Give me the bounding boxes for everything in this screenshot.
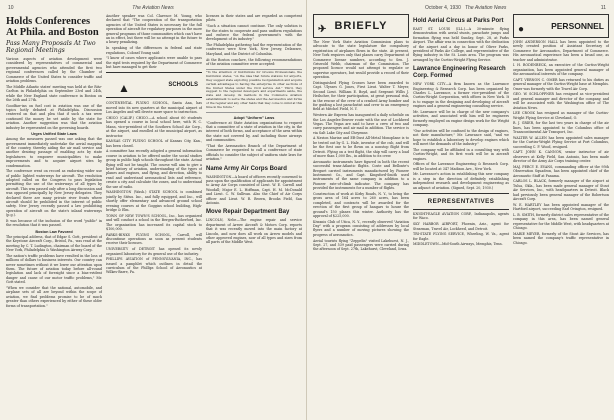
- lawrance-paragraph: "Our activities will be confined to the design of engines, not their manufacture," Mr. Lawrance said, "and we hope to establish a laboratory to develop engines which will meet the demands of the industry.": [413, 128, 509, 147]
- representative-item: MIDDLETOWN—Mid-South Airways, Memphis, Tenn.: [413, 242, 503, 247]
- engine-repair-text: LINCOLN, Nebr.—The engine repair and service department of Arrow Aircraft & Motors Corp. reports that it was recently moved into the main factory at Lincoln, and now does all work on Arrow models and other approved engines, now of all types and sizes from all parts of the Middle West.: [206, 218, 302, 245]
- schools-section-title: SCHOOLS: [168, 82, 198, 89]
- schools-section-logo: [106, 72, 202, 98]
- conference-paragraph: The Philadelphia gathering had the representation of the conference were New York, New Jersey, Delaware, Maryland, and the District of Columbia.: [206, 43, 302, 56]
- personnel-item: R. J. GRIER, for the last two years in charge of the air lines, has been appointed to the Columbus office of Transcontinental Air Transport, Inc.: [513, 121, 609, 135]
- right-column-3: [513, 14, 609, 418]
- aerial-circus-headline: Hold Aerial Circus at Parks Port: [413, 18, 504, 24]
- lead-paragraph: The conference went on record as endorsing wider use of public lighted waterways for aircraft. The resolution adopted called on the Congress to pass legislation permitting the use of the waterways of all types by aircraft. This was passed only after a long discussion and was opposed principally by New Jersey delegates. They declared there are many private river fronts where aircraft should be prohibited in the interest of public safety. New Jersey recently passed a law prohibiting operation of aircraft on the state's inland waterways (p.g.).: [6, 169, 102, 218]
- lead-continued-paragraph: In speaking of the differences in federal and state regulations, Colonel Young said:: [106, 46, 202, 55]
- airplane-icon: ✈: [318, 24, 328, 35]
- briefly-item: Distinguished Flying Crosses have been awarded to Capt. Ulysses G. Jones, First Lieut. Walter T. Meyer, Second Lieut. William E. Boyd, and Sergeant Willis J. Heilscher, for their participation, at great personal risk, in the rescue of the crew of a crashed Army bomber and for guiding a lost parachutist and crew to an emergency field at Mitchel Field, N. Y.: [313, 80, 409, 112]
- lawrance-paragraph: Offices of the Lawrance Engineering & Research Corp. will be located at 347 Madison Ave., New York.: [413, 162, 509, 171]
- lawrance-headline: Lawrance Engineering Research Corp. Formed: [413, 66, 506, 80]
- representative-item: SKY HARBOR AIRPORT, Phoenix, Ariz., agent for Stearman, Travel Air, Lockheed, and Detroit.: [413, 222, 509, 231]
- right-column-2: [413, 14, 509, 418]
- lead-headline: Holds Conferences At Phila. and Boston: [6, 16, 99, 38]
- right-magazine-name: The Aviation News: [465, 5, 507, 11]
- engine-repair-headline: Move Repair Department Bay: [206, 209, 290, 216]
- lead-subhead: Boston Law Favored: [35, 229, 73, 234]
- schools-item: PARKS-BINKS FLYING SCHOOL, Carroll, will discontinue operations as soon as present students receive their licenses.: [106, 232, 202, 246]
- briefly-section-logo: [313, 14, 409, 38]
- lead-continued-paragraph: "I know of cases where applicants were unable to pass the rigid tests required by the Department of Commerce but have managed to get their: [106, 56, 202, 70]
- conference-paragraph: licenses in their states and are regarded as competent pilots.: [206, 14, 302, 23]
- schools-item: KANSAS CITY FLYING SCHOOL of Kansas City, Kan., has been closed.: [106, 139, 202, 148]
- personnel-item: JOHN ANDERSON HALL has been appointed to the newly created position of Assistant Secretary of Commerce for Aeronautics, Department of Commerce. His aeronautical experience has been a broad one, as teacher and administrator.: [513, 40, 609, 62]
- conference-paragraph: "Such a situation cannot continue. The only solution is for the states to cooperate and pass uniform regulations and enforce the federal government's with the development of its industry.": [206, 24, 302, 42]
- lead-paragraph: Among the measures passed was one asking that the government immediately undertake the aerial mapping of the country, thereby aiding the air mail service and another desiring passage of enabling acts by state legislatures to empower municipalities to make improvements and to acquire airport sites by condemnation.: [6, 137, 102, 168]
- lead-paragraph: The principal address, that of Edgar S. Gott, president of the Keystone Aircraft Corp., Bristol, Pa., was read at the meeting by C. T. Ludington, chairman of the board of the New York, Philadelphia & Washington Airway Corp.: [6, 234, 102, 253]
- briefly-section-title: BRIEFLY: [334, 20, 388, 32]
- personnel-item: MARIE MEYER, formerly of the Stout Air Services, has been named the company's traffic representative in Chicago.: [513, 231, 609, 245]
- army-board-headline: Name Army Air Corps Board: [206, 165, 287, 172]
- lead-deck: Pass Many Proposals At Two Regional Meetings: [6, 40, 96, 54]
- lead-paragraph: Goodfaw-ins on fuel cost in aviation was one of the topics hotly debated at Philadelphia. Discussion centered on that and plea that if such a tax were continued the money be set aside by the state for aviation. Another suggestion was that the aviation industry be represented on the governing boards.: [6, 103, 102, 130]
- left-column-1: [6, 14, 102, 418]
- briefly-item: Aeronautic instruments have figured in both the recent successful trans-Atlantic flights. Coste and Bellonte's Breguet carried instruments manufactured by Pioneer Instrument Co., and Capt. Kingsford-Smith used instruments of the same company in addition to a Pioneer rate-of-climb indicator. The company has provided the instruments for a number of flights.: [313, 159, 409, 191]
- schools-item: CONTINENTAL FLYING SCHOOL, Santa Ana, has moved into its new quarters at the municipal airport of Los Angeles and will devote more space to instruction.: [106, 101, 202, 115]
- personnel-item: LEE CROOK has resigned as manager of the Curtiss-Wright Flying Service at Cleveland, O.: [513, 111, 609, 120]
- personnel-item: GEO. W. SCHLOPPNER has resigned as vice-president and general manager and director of the company, and will be associated with the Washington office of The Aviation News.: [513, 92, 609, 110]
- right-page-number: 11: [600, 5, 606, 11]
- left-column-2: [106, 14, 202, 418]
- lead-subhead: Urges Unified State Laws: [31, 132, 77, 137]
- left-magazine-name: The Aviation News: [132, 5, 174, 11]
- representatives-section-title: REPRESENTATIVES: [427, 198, 495, 206]
- schools-item: UNIVERSITY of DETROIT has opened its newly organized laboratory for its general use of the industry.: [106, 247, 202, 256]
- lead-paragraph: The nation's traffic problems have resulted in the loss of millions of dollars to business interests. Our country can never sometimes without it we lower our attention upon them. The future of aviation today before all-round legislation and lack of foresight since a bias-evident danger and cause of our motor traffic problems," Mr. Gott stated.: [6, 253, 102, 285]
- briefly-item: The New York State Aviation Commission plans to advocate to the state legislature the compulsory registration of airplanes flown in the state. At present, New York requires only that planes carry Department of Commerce license numbers, according to Sen. J. Griswold Webb, chairman of the Commission. The proposed licence would not attempt to regulate or supervise operators, but would provide a record of their operation.: [313, 40, 409, 80]
- conference-paragraph: "That the Aeronautics Branch of the Department of Commerce be requested to call a conference of state officials to consider the subject of uniform state laws for aviation.": [206, 143, 302, 162]
- lead-continued-paragraph: Another speaker was Col. Clarence M. Young, who declared that "The cooperation of the transportation agencies of the United States is necessary for the full operation of aircraft for regulatory purposes in the more general programs of those communities which can't have an in effect, but there will be no attempt in the future to a heavy penalizing.: [106, 14, 202, 45]
- mortarboard-icon: ▲: [118, 81, 130, 96]
- schools-item: TOWN OF NEW TOWN'S SCHOOL, Inc., has organized and will conduct a school in the Bergen-Rutherford, Inc. The organization has increased its capital stock to $100,000.: [106, 213, 202, 231]
- schools-item: PHILLIPS AVIATION of PENNSYLVANIA, INC., has issued a pamphlet which outlines in detail the curriculum of the Phillips School of Aeronautics at Wilkes-Barre, Pa.: [106, 257, 202, 275]
- personnel-item: CAPT. VERNON C. OMER has returned to his duties as general manager of the Curtiss-Wright base at Memphis. Omer was formerly with the Travel Air Corp.: [513, 77, 609, 91]
- personnel-item: L. B. SMITH, formerly district sales representative of the company in this area, has been named general representative for the Middle West, with headquarters at Chicago.: [513, 212, 609, 231]
- personnel-item: W. E. HARTLEY has been appointed manager of the Hartford airport, succeeding Earl Ovington, resigned.: [513, 202, 609, 212]
- lawrance-paragraph: Mr. Lawrance's action in establishing this new company is a step in the direction of definitely establishing independent research and development engineering as an adjunct of aviation. (Signed, Sept. 20, 1930.): [413, 172, 509, 190]
- recommendations-text: "To the attention of Institutions for Grooms Professionals, the Institution states, "on the idea that future stations for airports, they suggest state exploring possible reorganization and acquire certain advantages to having the enterprise in other sections of the United States under the Civil service Aid." Third, they suggest to the regional developers and experiments aside, the state and develop its methods in the Commerce Aviation establishment to serve the states and the Aeronautics and forms of the regular and any other fields that may come to mind at this time in the future.": [206, 70, 302, 109]
- representative-item: TRI-STATE FLYING SERVICE, Wheeling, W. Va., agent for Eagle.: [413, 232, 509, 241]
- briefly-item: Aerial tourists flying "Zeppelin" visited Lakehurst, N. J., Sept. 27, and 539 paid passengers were carried during the afternoon of Sept. 27th, Lakehurst, Cleveland, Iowa.: [313, 238, 409, 252]
- conference-paragraph: "Conference at State Aviation organizations to request that a committee of a state of aviation in the city, in the interest of both forms, and acceptance of the area within the state not covered by, and including those airways and communities.: [206, 120, 302, 143]
- personnel-section-title: PERSONNEL: [551, 21, 604, 31]
- schools-item: A committee has recently adopted a general information course in aviation to be offered under the social studies group in public high schools throughout the state. Actual flying will not be taught. The course will aim to give a brief history of aviation, understanding of the types of planes and engines, and flying, and direction, ability to read and understand aeronautical lists and reference, create a city and calculate the zones, and to understand the use of radio.: [106, 149, 202, 189]
- personnel-item: MAJ. PERCY E. EVANS, commanding officer at the 95th Observation Squadron, has been appointed chief of the Aeronautic Staff at Panama.: [513, 164, 609, 178]
- conference-subhead: Adopt "Uniform" Laws: [233, 115, 275, 120]
- lead-paragraph: "When we consider that the national, automobile, and airplane sets of all are beyond within the scope of aviation, we find problems promise to be of much greater than others experienced by either of these older forms of transportation.": [6, 285, 102, 308]
- person-icon: ●: [518, 24, 525, 35]
- left-page-number: 10: [8, 5, 14, 11]
- aerial-circus-text: EAST ST. LOUIS (ILL.)—A 30-minute flying demonstration with aerial stunts, parachute jumps and formation flying was held Sunday, Sept. 28, at Parks Airport. The affair was in connection with the dedication of the airport and a day in honor of Oliver Parks, president of Parks Air College, and representative of the flying industry in the St. Louis area. The program was arranged by the Curtiss-Wright Flying Service.: [413, 27, 509, 62]
- briefly-item: Construction of work at Kirby Roads, N. Y., to bring the gross area of 164 acres to 260 acres, has been completed, and contracts will be awarded for the erection of the first group of hangars to house the ground's 150 planes this winter. Authority has the approval of $225,000.: [313, 191, 409, 218]
- briefly-item: A Navion Marine and ER-Dust All-Metal Monoplane is to be tested out by G. L. Hale, inventor of the cub, and will be the first one to be flown on a nonstop flight from Detroit. Flying on a test flight, the ship will carry a load of more than 1,000 lbs., in addition to its crew.: [313, 136, 409, 159]
- recommendations-quote: [206, 69, 302, 112]
- briefly-item: Western Air Express has inaugurated a daily schedule on the Los Angeles-Denver route with the use of Lockheed Vegas. The Vegas are said to have a crew of two and carry passengers and air mail in addition. The service is via Salt Lake City and Cheyenne.: [313, 113, 409, 135]
- lead-paragraph: The Middle Atlantic states' meeting was held at the Ritz-Carlton in Philadelphia on September 23rd and 24th, while the New England state conference in Boston on the 26th and 27th.: [6, 84, 102, 102]
- representatives-section-logo: [413, 193, 509, 210]
- personnel-item: CARLOS L. BLACK, formerly manager of the airport at Tulsa, Okla., has been made general manager of Stout Air Services, Inc., with headquarters in Detroit. Black had previously been general manager of the Robertson Aircraft Corp.: [513, 179, 609, 202]
- right-page: [307, 0, 614, 420]
- personnel-item: I. H. RODENBECK, an executive of the Curtiss-Wright organization, has been appointed general manager of the aeronautical interests of the company.: [513, 63, 609, 77]
- briefly-item: Kiwanis Club of Utica, N. Y., recently observed "Aviation Day" with a program consisting of addresses by local flyers and a number of moving pictures showing the progress of aeronautics.: [313, 219, 409, 237]
- issue-date: October 4, 1930: [425, 5, 461, 11]
- lead-paragraph: It was because of the inclusion of the word "public" in the resolution that it was passed.: [6, 219, 102, 228]
- left-column-3: [206, 14, 302, 418]
- personnel-item: CAPT. JOHN K. CANNON, senior instructor of air observers at Kelly Field, San Antonio, has been made director of the Army Air Corps training center.: [513, 150, 609, 164]
- personnel-section-logo: [513, 14, 609, 38]
- army-board-text: WASHINGTON—A board of officers recently convened to pass upon the qualification of applicants for appointment to Army Air Corps consisted of Lieut. W. E. Carroll and Woodall; Major E. L. Hoffman, Capt. H. M. McDonald and Lieut. C. W. Sullivan. Also the Chief of Air Corps officer and Lieut. W. R. Brown, Brooks Field, San Antonio.: [206, 174, 302, 206]
- conference-paragraph: At the Boston conclave, the following recommendations of the aviation committee were accepted:: [206, 57, 302, 66]
- personnel-item: WALTER W. ALLEN has been appointed sales manager for the Curtiss-Wright Flying Service at Port Columbus, succeeding C. F. Wood, resigned.: [513, 135, 609, 149]
- schools-item: WASHINGTON (Wash.) STATE SCHOOL is combined jointly by Stitus. Inc., and fully equipped, and Inc., will shortly offer elementary and advanced ground school evening courses at the Goggins school building, High-bridge & Elm.: [106, 190, 202, 212]
- lawrance-paragraph: The company will be affiliated in a consulting way with Curtiss-Wright, and its first work will be in aircraft engines.: [413, 147, 509, 161]
- representative-item: KNIGHT-EAGLE AVIATION CORP., Indianapolis, agents for Waco.: [413, 212, 509, 221]
- right-column-1: [313, 14, 409, 418]
- lawrance-paragraph: NEW YORK CITY—A firm known as the Lawrance Engineering & Research Corp. has been organized by Charles L. Lawrance, a former vice-president of the Curtiss-Wright Corporation, with offices in New York. It is to engage in the designing and developing of aircraft engines and a general engineering consulting service.: [413, 82, 509, 109]
- lead-paragraph: Various aspects of aviation development were considered by representatives of commercial and governmental agencies who attended the first two regional conferences called by the Chamber of Commerce of the United States to consider traffic and aviation problems.: [6, 57, 102, 84]
- schools-item: CHICO (CALIF.) CHICO.—A school about 60 students has opened a course in local school here, with W. C. Mann, vice-president of the Southern School Air Corp., at the airport, and enrolled at the municipal airport, as instructor.: [106, 115, 202, 138]
- lawrance-paragraph: Mr. Lawrance will be in charge of the new company's activities, and associated with him will be engineers formerly employed on engine design work for the Wright company.: [413, 109, 509, 128]
